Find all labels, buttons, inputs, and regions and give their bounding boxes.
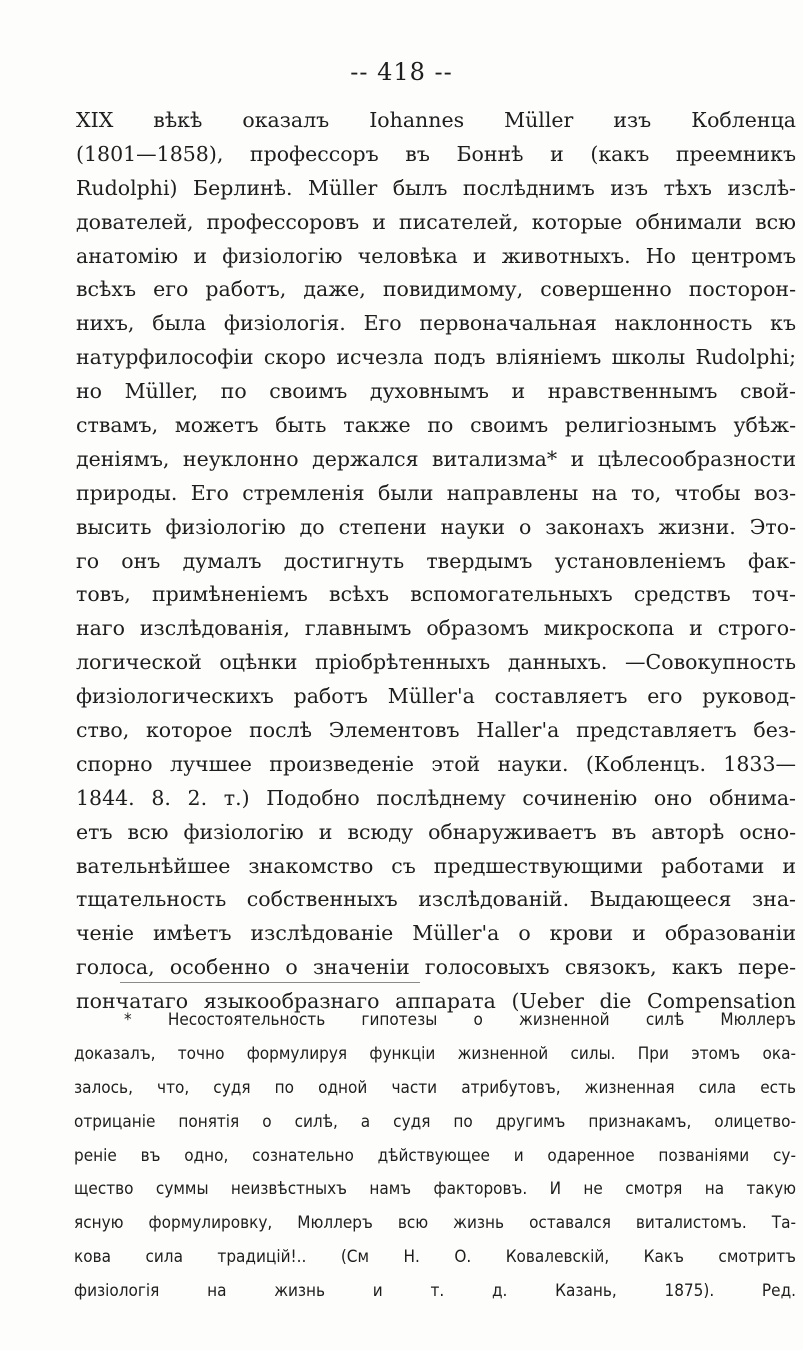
text-line: товъ, примѣненіемъ всѣхъ вспомогательныхъ средствъ точ- bbox=[76, 582, 796, 607]
footnote-line: щество суммы неизвѣстныхъ намъ факторовъ. И не смотря на такую bbox=[74, 1179, 796, 1200]
text-line: етъ всю физіологію и всюду обнаруживаетъ въ авторѣ осно- bbox=[76, 819, 796, 844]
text-line: натурфилософіи скоро исчезла подъ вліяніемъ школы Rudolphi; bbox=[76, 345, 796, 370]
text-line: наго изслѣдованія, главнымъ образомъ микроскопа и строго- bbox=[76, 616, 796, 641]
text-line: пончатаго языкообразнаго аппарата (Ueber die Compensation bbox=[76, 989, 796, 1014]
text-line: спорно лучшее произведеніе этой науки. (Кобленцъ. 1833— bbox=[76, 751, 796, 776]
page-number: -- 418 -- bbox=[350, 58, 453, 86]
text-line: высить физіологію до степени науки о законахъ жизни. Это- bbox=[76, 514, 796, 539]
text-line: ствамъ, можетъ быть также по своимъ религіознымъ убѣж- bbox=[76, 413, 796, 438]
footnote-line: отрицаніе понятія о силѣ, а судя по другимъ признакамъ, олицетво- bbox=[74, 1111, 796, 1132]
footnote-line: реніе въ одно, сознательно дѣйствующее и одаренное позваніями су- bbox=[74, 1145, 796, 1166]
text-line: логической оцѣнки пріобрѣтенныхъ данныхъ. —Совокупность bbox=[76, 650, 796, 675]
text-line: (1801—1858), профессоръ въ Боннѣ и (какъ преемникъ bbox=[76, 141, 796, 166]
footnote-line: * Несостоятельность гипотезы о жизненной силѣ Мюллеръ bbox=[124, 1010, 796, 1030]
footnote-line: кова сила традицій!.. (См Н. О. Ковалевскій, Какъ смотритъ bbox=[74, 1247, 796, 1268]
footnote-line: физіологія на жизнь и т. д. Казань, 1875). Ред. bbox=[74, 1281, 796, 1302]
footnote-line: доказалъ, точно формулируя функціи жизненной силы. При этомъ ока- bbox=[74, 1043, 796, 1064]
text-line: дователей, профессоровъ и писателей, которые обнимали всю bbox=[76, 209, 796, 234]
text-line: го онъ думалъ достигнуть твердымъ установленіемъ фак- bbox=[76, 548, 796, 573]
text-line: но Müller, по своимъ духовнымъ и нравственнымъ свой- bbox=[76, 379, 796, 404]
text-line: всѣхъ его работъ, даже, повидимому, совершенно посторон- bbox=[76, 277, 796, 302]
footnote bbox=[74, 1004, 796, 1309]
text-line: тщательность собственныхъ изслѣдованій. Выдающееся зна- bbox=[76, 887, 796, 912]
text-line: Rudolphi) Берлинѣ. Müller былъ послѣднимъ изъ тѣхъ изслѣ- bbox=[76, 175, 796, 200]
text-line: ченіе имѣетъ изслѣдованіе Müller'а о крови и образованіи bbox=[76, 921, 796, 946]
text-line: XIX вѣкѣ оказалъ Iohannes Müller изъ Кобленца bbox=[76, 108, 796, 132]
text-line: 1844. 8. 2. т.) Подобно послѣднему сочиненію оно обнима- bbox=[76, 785, 796, 810]
text-line: природы. Его стремленія были направлены на то, чтобы воз- bbox=[76, 480, 796, 505]
text-line: физіологическихъ работъ Müller'а составляетъ его руковод- bbox=[76, 684, 796, 709]
text-line: нихъ, была физіологія. Его первоначальная наклонность къ bbox=[76, 311, 796, 336]
main-text bbox=[76, 104, 796, 1019]
text-line: анатомію и физіологію человѣка и животныхъ. Но центромъ bbox=[76, 243, 796, 268]
footnote-line: ясную формулировку, Мюллеръ всю жизнь оставался виталистомъ. Та- bbox=[74, 1213, 796, 1234]
footnote-line: залось, что, судя по одной части атрибутовъ, жизненная сила есть bbox=[74, 1077, 796, 1098]
text-line: деніямъ, неуклонно держался витализма* и цѣлесообразности bbox=[76, 446, 796, 471]
footnote-divider bbox=[120, 982, 420, 983]
text-line: ство, которое послѣ Элементовъ Haller'а представляетъ без- bbox=[76, 718, 796, 743]
text-line: вательнѣйшее знакомство съ предшествующими работами и bbox=[76, 853, 796, 878]
text-line: голоса, особенно о значеніи голосовыхъ связокъ, какъ пере- bbox=[76, 955, 796, 980]
